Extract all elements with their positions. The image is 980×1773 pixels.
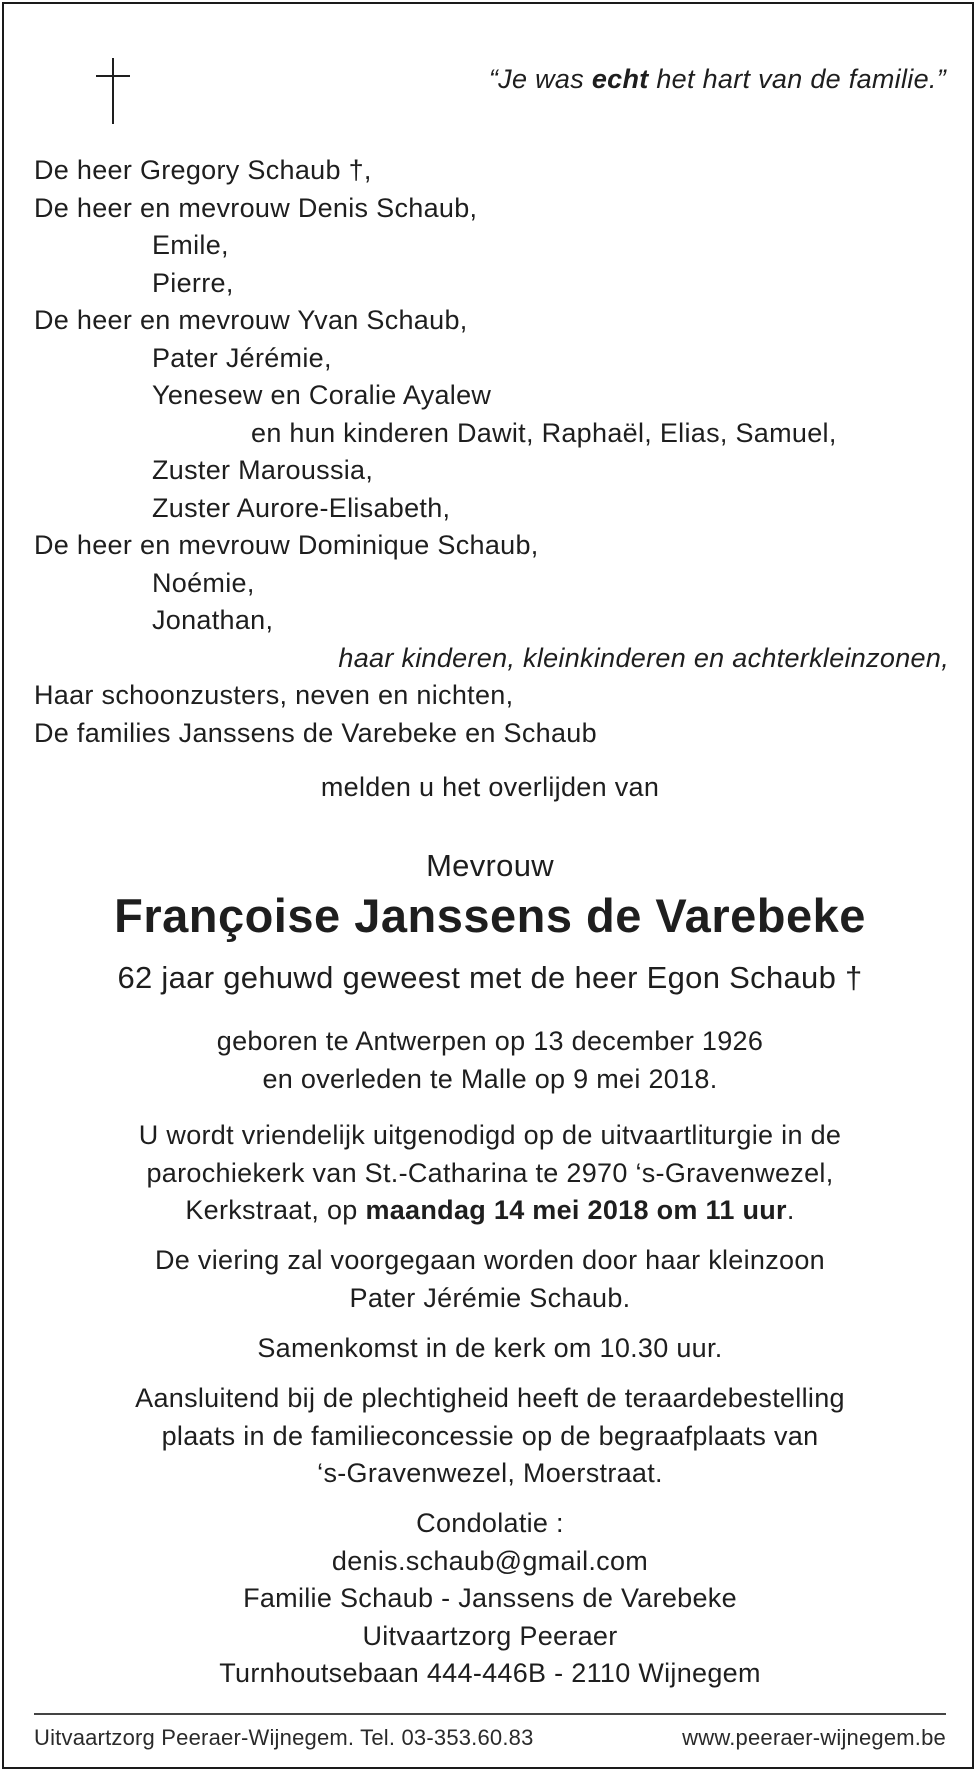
family-line: Haar schoonzusters, neven en nichten,	[34, 680, 514, 710]
condolence-family: Familie Schaub - Janssens de Varebeke	[243, 1583, 737, 1613]
family-line: De families Janssens de Varebeke en Schaub	[34, 717, 597, 748]
announcement-text: melden u het overlijden van	[320, 772, 660, 802]
family-line: Jonathan,	[152, 605, 274, 635]
liturgy-block	[0, 1117, 980, 1230]
family-line: Emile,	[152, 230, 229, 260]
footer-contact: Uitvaartzorg Peeraer-Wijnegem. Tel. 03-353.60.83	[34, 1725, 534, 1750]
condolence-block	[0, 1505, 980, 1693]
family-line: haar kinderen, kleinkinderen en achterkleinzonen,	[338, 642, 949, 673]
liturgy-line: parochiekerk van St.-Catharina te 2970 ‘s-Gravenwezel,	[146, 1157, 834, 1188]
family-line: De heer Gregory Schaub †,	[34, 155, 372, 185]
marriage-line: 62 jaar gehuwd geweest met de heer Egon Schaub †	[117, 960, 863, 995]
burial-line: Aansluitend bij de plechtigheid heeft de teraardebestelling	[135, 1383, 845, 1413]
gathering-line: Samenkomst in de kerk om 10.30 uur.	[257, 1333, 723, 1363]
family-list	[34, 152, 954, 752]
dates-block	[0, 1023, 980, 1098]
family-line: Pierre,	[152, 267, 234, 298]
family-line: Pater Jérémie,	[152, 342, 332, 373]
deceased-title: Mevrouw	[426, 848, 554, 883]
service-datetime: maandag 14 mei 2018 om 11 uur	[365, 1195, 787, 1225]
family-line: Yenesew en Coralie Ayalew	[152, 380, 492, 410]
deceased-name: Françoise Janssens de Varebeke	[114, 889, 866, 942]
family-line: Zuster Aurore-Elisabeth,	[152, 492, 451, 523]
condolence-label: Condolatie :	[416, 1508, 564, 1538]
burial-line: ‘s-Gravenwezel, Moerstraat.	[317, 1458, 663, 1488]
family-line: De heer en mevrouw Yvan Schaub,	[34, 305, 468, 335]
family-line: Zuster Maroussia,	[152, 455, 374, 485]
cross-icon	[96, 58, 130, 124]
family-line: De heer en mevrouw Denis Schaub,	[34, 192, 478, 223]
celebrant-line: Pater Jérémie Schaub.	[349, 1282, 631, 1313]
footer-website[interactable]: www.peeraer-wijnegem.be	[682, 1725, 946, 1750]
liturgy-line: U wordt vriendelijk uitgenodigd op de uitvaartliturgie in de	[138, 1120, 842, 1150]
condolence-email[interactable]: denis.schaub@gmail.com	[331, 1545, 649, 1576]
celebrant-line: De viering zal voorgegaan worden door haar kleinzoon	[154, 1245, 825, 1275]
death-line: en overleden te Malle op 9 mei 2018.	[262, 1063, 718, 1094]
family-line: Noémie,	[152, 567, 255, 598]
undertaker-address: Turnhoutsebaan 444-446B - 2110 Wijnegem	[219, 1658, 761, 1688]
burial-block	[0, 1380, 980, 1493]
footer-divider	[34, 1713, 946, 1715]
undertaker-name: Uitvaartzorg Peeraer	[362, 1620, 618, 1651]
epitaph-quote: “Je was echt het hart van de familie.”	[488, 64, 946, 94]
family-line: De heer en mevrouw Dominique Schaub,	[34, 530, 539, 560]
footer	[34, 1725, 946, 1751]
family-line: en hun kinderen Dawit, Raphaël, Elias, Samuel,	[251, 417, 837, 448]
liturgy-line: Kerkstraat, op maandag 14 mei 2018 om 11 uur.	[185, 1195, 795, 1225]
burial-line: plaats in de familieconcessie op de begraafplaats van	[161, 1420, 819, 1451]
birth-line: geboren te Antwerpen op 13 december 1926	[216, 1026, 764, 1056]
celebrant-block	[0, 1242, 980, 1317]
